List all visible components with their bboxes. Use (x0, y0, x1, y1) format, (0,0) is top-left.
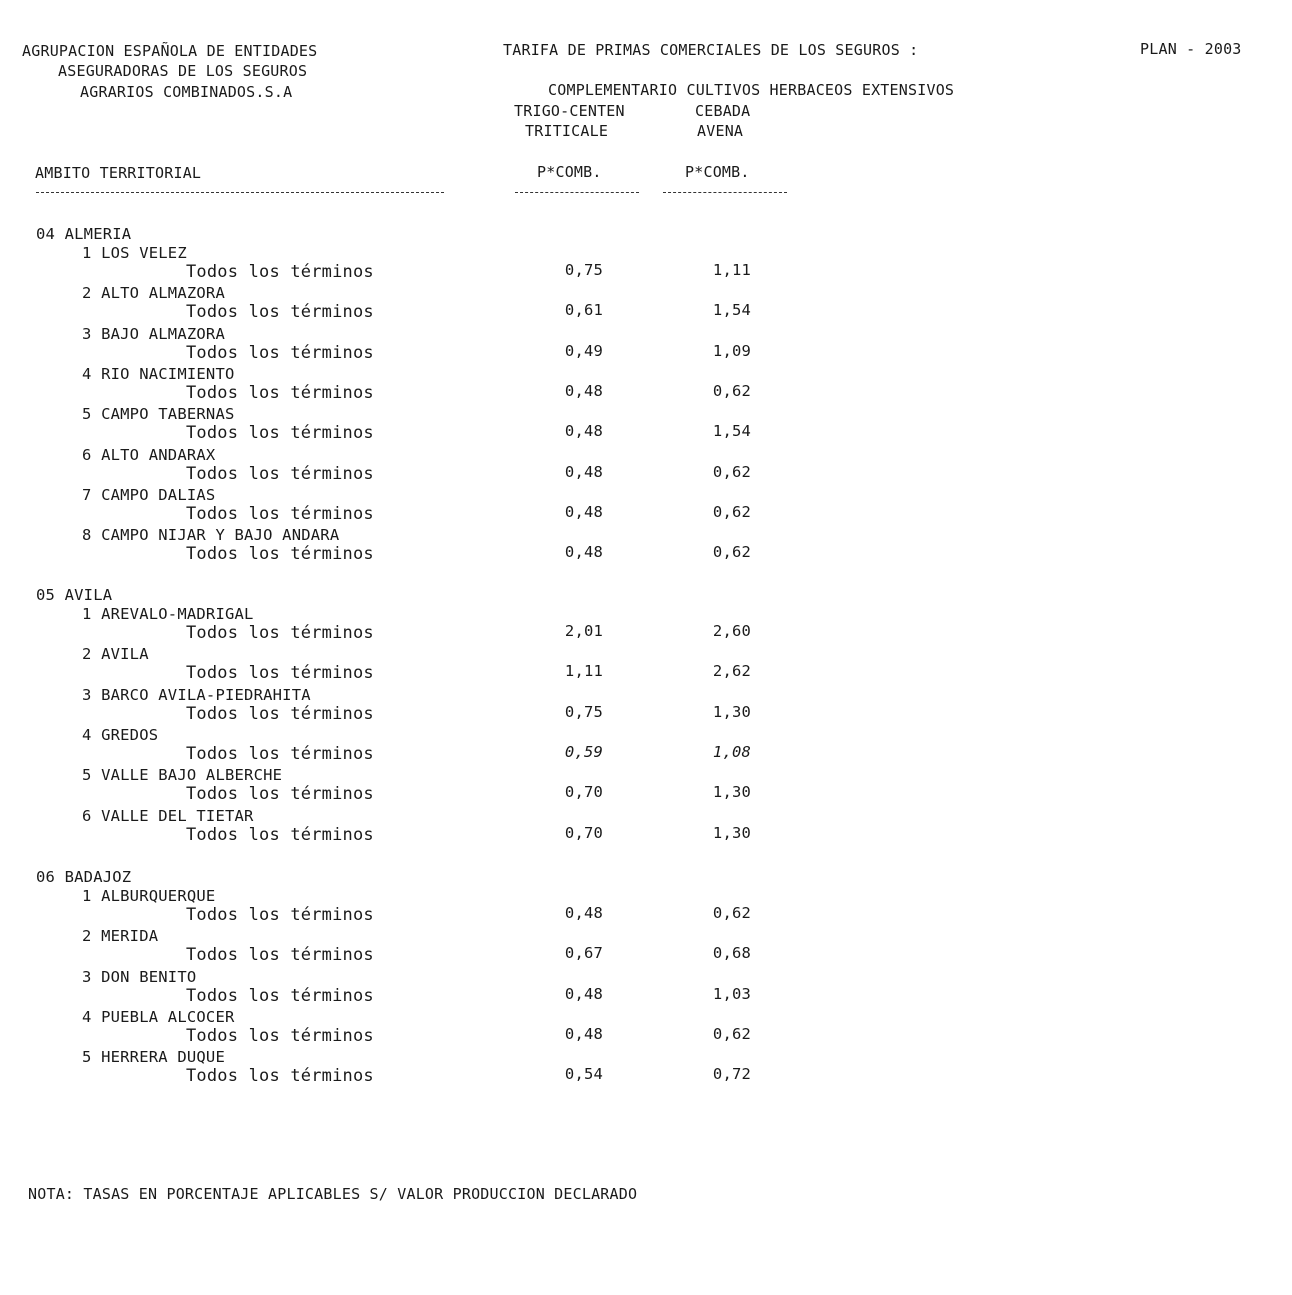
column-2-header-line-2: AVENA (697, 122, 744, 140)
column-1-header-line-1: TRIGO-CENTEN (514, 102, 625, 120)
comarca-name: 2 ALTO ALMAZORA (82, 284, 225, 303)
comarca-name: 2 MERIDA (82, 927, 159, 946)
comarca-name: 1 LOS VELEZ (82, 244, 187, 262)
rate-cebada-avena: 0,62 (712, 543, 752, 562)
terminos-label: Todos los términos (186, 302, 374, 323)
terminos-label: Todos los términos (186, 503, 374, 524)
comarca-name: 5 HERRERA DUQUE (82, 1048, 225, 1067)
province-heading: 06 BADAJOZ (36, 868, 132, 886)
rate-trigo-centeno-triticale: 0,75 (564, 702, 604, 721)
rate-cebada-avena: 0,62 (712, 462, 752, 481)
rate-trigo-centeno-triticale: 0,59 (564, 742, 604, 761)
rate-trigo-centeno-triticale: 0,70 (564, 783, 604, 802)
rate-cebada-avena: 1,08 (712, 742, 752, 761)
comarca-name: 4 PUEBLA ALCOCER (82, 1007, 235, 1026)
rate-cebada-avena: 0,62 (712, 1024, 752, 1043)
rate-cebada-avena: 0,62 (712, 904, 752, 922)
rate-trigo-centeno-triticale: 0,48 (564, 381, 604, 400)
rate-cebada-avena: 1,54 (712, 301, 752, 320)
column-2-unit-header: P*COMB. (685, 163, 750, 181)
column-2-header-line-1: CEBADA (695, 102, 751, 120)
rate-trigo-centeno-triticale: 0,48 (564, 1024, 604, 1043)
rate-trigo-centeno-triticale: 0,61 (564, 301, 604, 320)
rate-cebada-avena: 1,30 (712, 702, 752, 721)
comarca-name: 3 DON BENITO (82, 967, 197, 986)
province-heading: 04 ALMERIA (36, 225, 132, 243)
rate-trigo-centeno-triticale: 2,01 (564, 622, 604, 640)
header-divider-ambito (36, 192, 444, 193)
comarca-name: 6 VALLE DEL TIETAR (82, 806, 254, 825)
rate-trigo-centeno-triticale: 0,48 (564, 904, 604, 922)
rate-cebada-avena: 0,68 (712, 944, 752, 963)
province-heading: 05 AVILA (36, 586, 113, 604)
rate-cebada-avena: 1,54 (712, 422, 752, 441)
column-1-header-line-2: TRITICALE (525, 122, 609, 140)
rate-cebada-avena: 0,62 (712, 502, 752, 521)
organization-name-line-2: ASEGURADORAS DE LOS SEGUROS (58, 62, 308, 80)
organization-name-line-3: AGRARIOS COMBINADOS.S.A (80, 83, 293, 101)
comarca-name: 4 GREDOS (82, 725, 159, 744)
comarca-name: 8 CAMPO NIJAR Y BAJO ANDARA (82, 526, 340, 545)
rate-cebada-avena: 1,30 (712, 823, 752, 842)
comarca-name: 6 ALTO ANDARAX (82, 445, 216, 464)
rate-cebada-avena: 2,62 (712, 662, 752, 681)
rate-cebada-avena: 1,30 (712, 783, 752, 802)
terminos-label: Todos los términos (186, 463, 374, 484)
rate-trigo-centeno-triticale: 0,70 (564, 823, 604, 842)
terminos-label: Todos los términos (186, 1025, 374, 1046)
comarca-name: 5 VALLE BAJO ALBERCHE (82, 766, 283, 785)
rate-trigo-centeno-triticale: 0,48 (564, 984, 604, 1003)
plan-label: PLAN - 2003 (1140, 40, 1242, 58)
column-1-unit-header: P*COMB. (537, 163, 602, 181)
comarca-name: 7 CAMPO DALIAS (82, 485, 216, 504)
comarca-name: 2 AVILA (82, 645, 149, 664)
terminos-label: Todos los términos (186, 342, 374, 363)
rate-trigo-centeno-triticale: 1,11 (564, 662, 604, 681)
terminos-label: Todos los términos (186, 905, 374, 925)
terminos-label: Todos los términos (186, 544, 374, 565)
terminos-label: Todos los términos (186, 743, 374, 764)
rate-cebada-avena: 1,11 (712, 261, 752, 279)
comarca-name: 1 AREVALO-MADRIGAL (82, 605, 254, 623)
rate-cebada-avena: 2,60 (712, 622, 752, 640)
organization-name-line-1: AGRUPACION ESPAÑOLA DE ENTIDADES (22, 42, 318, 60)
rate-trigo-centeno-triticale: 0,48 (564, 502, 604, 521)
rate-trigo-centeno-triticale: 0,54 (564, 1065, 604, 1084)
rate-cebada-avena: 0,72 (712, 1065, 752, 1084)
terminos-label: Todos los términos (186, 382, 374, 403)
footer-note: NOTA: TASAS EN PORCENTAJE APLICABLES S/ VALOR PRODUCCION DECLARADO (28, 1185, 638, 1203)
rate-cebada-avena: 1,03 (712, 984, 752, 1003)
terminos-label: Todos los términos (186, 1066, 374, 1087)
rate-trigo-centeno-triticale: 0,48 (564, 422, 604, 441)
rate-trigo-centeno-triticale: 0,48 (564, 543, 604, 562)
rate-trigo-centeno-triticale: 0,67 (564, 944, 604, 963)
rate-trigo-centeno-triticale: 0,48 (564, 462, 604, 481)
terminos-label: Todos los términos (186, 824, 374, 845)
comarca-name: 3 BAJO ALMAZORA (82, 324, 225, 343)
ambito-territorial-header: AMBITO TERRITORIAL (35, 164, 202, 182)
rate-trigo-centeno-triticale: 0,49 (564, 341, 604, 360)
terminos-label: Todos los términos (186, 784, 374, 805)
terminos-label: Todos los términos (186, 663, 374, 684)
rate-trigo-centeno-triticale: 0,75 (564, 261, 604, 279)
terminos-label: Todos los términos (186, 623, 374, 643)
rate-cebada-avena: 1,09 (712, 341, 752, 360)
document-title: TARIFA DE PRIMAS COMERCIALES DE LOS SEGUROS : (503, 41, 919, 59)
document-subtitle: COMPLEMENTARIO CULTIVOS HERBACEOS EXTENSIVOS (548, 81, 955, 99)
terminos-label: Todos los términos (186, 703, 374, 724)
rate-cebada-avena: 0,62 (712, 381, 752, 400)
comarca-name: 5 CAMPO TABERNAS (82, 405, 235, 424)
terminos-label: Todos los términos (186, 423, 374, 444)
header-divider-column-1 (515, 192, 639, 193)
comarca-name: 1 ALBURQUERQUE (82, 887, 216, 905)
terminos-label: Todos los términos (186, 985, 374, 1006)
comarca-name: 3 BARCO AVILA-PIEDRAHITA (82, 685, 311, 704)
comarca-name: 4 RIO NACIMIENTO (82, 364, 235, 383)
header-divider-column-2 (663, 192, 787, 193)
terminos-label: Todos los términos (186, 945, 374, 966)
terminos-label: Todos los términos (186, 262, 374, 282)
